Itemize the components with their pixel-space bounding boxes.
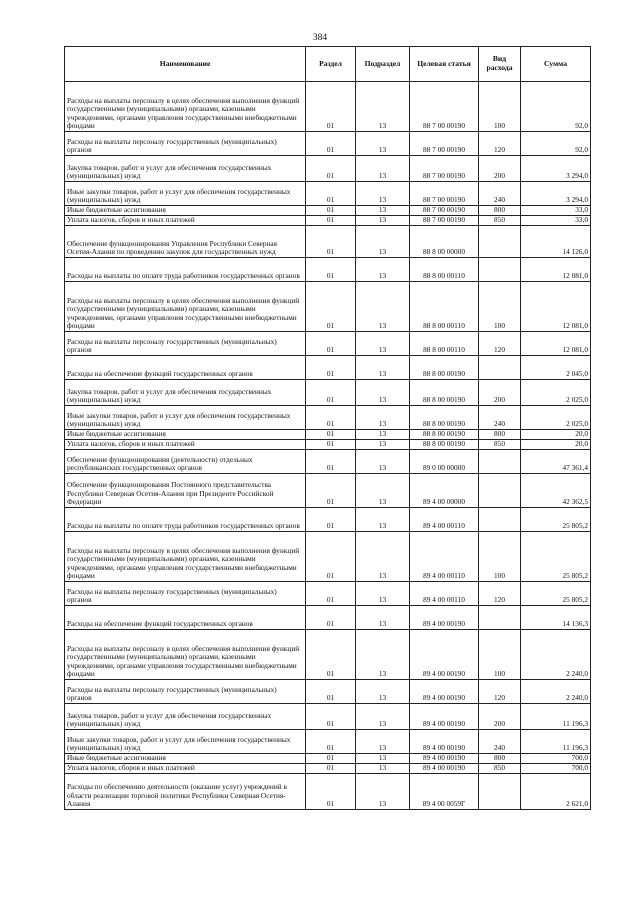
row-target: 88 8 00 00190 — [410, 440, 479, 450]
row-subsection: 13 — [356, 730, 410, 754]
row-subsection: 13 — [356, 216, 410, 226]
row-section: 01 — [306, 704, 356, 730]
table-row — [65, 730, 591, 754]
row-target: 88 8 00 00190 — [410, 430, 479, 440]
row-expense-type: 240 — [479, 182, 521, 206]
row-target: 89 4 00 00190 — [410, 764, 479, 774]
table-row — [65, 332, 591, 356]
row-section: 01 — [306, 450, 356, 474]
row-amount: 12 081,0 — [521, 332, 591, 356]
row-subsection: 13 — [356, 450, 410, 474]
row-target: 89 4 00 00110 — [410, 532, 479, 582]
row-amount: 11 196,3 — [521, 730, 591, 754]
table-row — [65, 440, 591, 450]
row-subsection: 13 — [356, 258, 410, 282]
row-name: Уплата налогов, сборов и иных платежей — [65, 764, 306, 774]
row-subsection: 13 — [356, 774, 410, 810]
row-target: 89 4 00 00190 — [410, 680, 479, 704]
row-target: 88 7 00 00190 — [410, 132, 479, 156]
row-amount: 25 805,2 — [521, 532, 591, 582]
row-expense-type: 240 — [479, 730, 521, 754]
row-expense-type: 800 — [479, 430, 521, 440]
row-target: 89 4 00 00110 — [410, 508, 479, 532]
row-amount: 700,0 — [521, 764, 591, 774]
row-subsection: 13 — [356, 704, 410, 730]
table-row — [65, 764, 591, 774]
row-name: Закупка товаров, работ и услуг для обеспечения государственных (муниципальных) нужд — [65, 156, 306, 182]
row-expense-type: 240 — [479, 406, 521, 430]
row-target: 88 8 00 00190 — [410, 356, 479, 380]
row-target: 88 8 00 00000 — [410, 226, 479, 258]
row-expense-type — [479, 450, 521, 474]
table-row — [65, 206, 591, 216]
table-row — [65, 282, 591, 332]
row-target: 89 4 00 00110 — [410, 582, 479, 606]
row-amount: 20,0 — [521, 430, 591, 440]
row-expense-type: 100 — [479, 532, 521, 582]
row-subsection: 13 — [356, 680, 410, 704]
row-amount: 33,0 — [521, 206, 591, 216]
row-section: 01 — [306, 182, 356, 206]
row-amount: 33,0 — [521, 216, 591, 226]
row-subsection: 13 — [356, 182, 410, 206]
row-target: 89 4 00 00190 — [410, 606, 479, 630]
table-row — [65, 258, 591, 282]
row-section: 01 — [306, 680, 356, 704]
header-expense-type: Вид расхода — [479, 47, 521, 82]
row-expense-type: 120 — [479, 680, 521, 704]
row-section: 01 — [306, 216, 356, 226]
row-expense-type: 100 — [479, 630, 521, 680]
row-section: 01 — [306, 132, 356, 156]
row-section: 01 — [306, 730, 356, 754]
table-header-row — [65, 47, 591, 82]
header-subsection: Подраздел — [356, 47, 410, 82]
table-row — [65, 630, 591, 680]
row-amount: 2 621,0 — [521, 774, 591, 810]
row-subsection: 13 — [356, 606, 410, 630]
row-amount: 3 294,0 — [521, 156, 591, 182]
row-name: Расходы на выплаты персоналу в целях обеспечения выполнения функций государственными (муниципальными) органами, казенными учреждениями, органами управления государственными внебюджетными фондами — [65, 82, 306, 132]
row-section: 01 — [306, 508, 356, 532]
row-amount: 47 361,4 — [521, 450, 591, 474]
row-subsection: 13 — [356, 356, 410, 380]
row-amount: 2 045,0 — [521, 356, 591, 380]
row-name: Расходы на выплаты по оплате труда работников государственных органов — [65, 508, 306, 532]
row-name: Расходы на выплаты персоналу государственных (муниципальных) органов — [65, 582, 306, 606]
row-section: 01 — [306, 82, 356, 132]
row-subsection: 13 — [356, 332, 410, 356]
table-row — [65, 216, 591, 226]
table-row — [65, 508, 591, 532]
row-expense-type: 850 — [479, 216, 521, 226]
row-name: Иные бюджетные ассигнования — [65, 754, 306, 764]
row-section: 01 — [306, 630, 356, 680]
row-expense-type: 850 — [479, 764, 521, 774]
table-row — [65, 356, 591, 380]
header-section: Раздел — [306, 47, 356, 82]
table-row — [65, 474, 591, 508]
row-name: Иные бюджетные ассигнования — [65, 206, 306, 216]
row-target: 88 7 00 00190 — [410, 182, 479, 206]
row-target: 89 4 00 0059Г — [410, 774, 479, 810]
row-section: 01 — [306, 156, 356, 182]
row-amount: 2 025,0 — [521, 380, 591, 406]
row-amount: 25 805,2 — [521, 508, 591, 532]
table-row — [65, 156, 591, 182]
row-section: 01 — [306, 206, 356, 216]
row-expense-type: 100 — [479, 82, 521, 132]
row-amount: 12 081,0 — [521, 258, 591, 282]
row-name: Обеспечение функционирования Управления Республики Северная Осетия-Алания по проведению закупок для государственных нужд — [65, 226, 306, 258]
table-row — [65, 582, 591, 606]
table-row — [65, 754, 591, 764]
row-target: 88 8 00 00110 — [410, 258, 479, 282]
row-expense-type — [479, 508, 521, 532]
row-target: 88 7 00 00190 — [410, 216, 479, 226]
row-name: Расходы на обеспечение функций государственных органов — [65, 606, 306, 630]
row-amount: 11 196,3 — [521, 704, 591, 730]
row-expense-type: 800 — [479, 754, 521, 764]
row-name: Расходы на выплаты персоналу государственных (муниципальных) органов — [65, 132, 306, 156]
table-row — [65, 380, 591, 406]
row-section: 01 — [306, 406, 356, 430]
row-amount: 3 294,0 — [521, 182, 591, 206]
row-subsection: 13 — [356, 226, 410, 258]
row-section: 01 — [306, 282, 356, 332]
row-section: 01 — [306, 582, 356, 606]
row-amount: 12 081,0 — [521, 282, 591, 332]
row-target: 88 8 00 00110 — [410, 282, 479, 332]
row-name: Иные бюджетные ассигнования — [65, 430, 306, 440]
row-amount: 2 025,0 — [521, 406, 591, 430]
table-row — [65, 532, 591, 582]
row-section: 01 — [306, 226, 356, 258]
table-row — [65, 182, 591, 206]
row-section: 01 — [306, 356, 356, 380]
row-subsection: 13 — [356, 754, 410, 764]
row-section: 01 — [306, 764, 356, 774]
table-row — [65, 430, 591, 440]
row-subsection: 13 — [356, 474, 410, 508]
row-target: 89 4 00 00000 — [410, 474, 479, 508]
row-expense-type: 120 — [479, 582, 521, 606]
row-expense-type — [479, 774, 521, 810]
table-row — [65, 606, 591, 630]
table-row — [65, 704, 591, 730]
row-target: 88 7 00 00190 — [410, 156, 479, 182]
row-section: 01 — [306, 440, 356, 450]
row-amount: 20,0 — [521, 440, 591, 450]
row-expense-type: 200 — [479, 704, 521, 730]
row-name: Расходы на выплаты персоналу в целях обеспечения выполнения функций государственными (муниципальными) органами, казенными учреждениями, органами управления государственными внебюджетными фондами — [65, 532, 306, 582]
table-body — [65, 82, 591, 810]
row-section: 01 — [306, 380, 356, 406]
row-expense-type: 800 — [479, 206, 521, 216]
row-section: 01 — [306, 258, 356, 282]
row-subsection: 13 — [356, 764, 410, 774]
row-target: 88 7 00 00190 — [410, 82, 479, 132]
row-subsection: 13 — [356, 430, 410, 440]
row-subsection: 13 — [356, 508, 410, 532]
row-section: 01 — [306, 532, 356, 582]
row-subsection: 13 — [356, 440, 410, 450]
row-name: Расходы на выплаты персоналу государственных (муниципальных) органов — [65, 332, 306, 356]
row-name: Закупка товаров, работ и услуг для обеспечения государственных (муниципальных) нужд — [65, 380, 306, 406]
row-amount: 2 240,0 — [521, 630, 591, 680]
row-name: Иные закупки товаров, работ и услуг для обеспечения государственных (муниципальных) нужд — [65, 182, 306, 206]
page-number: 384 — [312, 33, 328, 43]
row-name: Уплата налогов, сборов и иных платежей — [65, 440, 306, 450]
row-subsection: 13 — [356, 582, 410, 606]
row-subsection: 13 — [356, 406, 410, 430]
row-target: 88 8 00 00190 — [410, 406, 479, 430]
row-amount: 92,0 — [521, 82, 591, 132]
table-row — [65, 82, 591, 132]
row-amount: 14 126,0 — [521, 226, 591, 258]
row-expense-type — [479, 474, 521, 508]
row-amount: 14 136,3 — [521, 606, 591, 630]
row-name: Расходы по обеспечению деятельности (оказание услуг) учреждений в области реализации торговой политики Республики Северная Осетия-Алания — [65, 774, 306, 810]
table-row — [65, 680, 591, 704]
row-amount: 25 805,2 — [521, 582, 591, 606]
row-expense-type: 120 — [479, 332, 521, 356]
header-name: Наименование — [65, 47, 306, 82]
row-amount: 92,0 — [521, 132, 591, 156]
row-subsection: 13 — [356, 630, 410, 680]
row-subsection: 13 — [356, 206, 410, 216]
row-expense-type: 120 — [479, 132, 521, 156]
row-subsection: 13 — [356, 156, 410, 182]
row-subsection: 13 — [356, 532, 410, 582]
row-name: Расходы на выплаты персоналу государственных (муниципальных) органов — [65, 680, 306, 704]
header-target: Целевая статья — [410, 47, 479, 82]
row-target: 89 0 00 00000 — [410, 450, 479, 474]
row-section: 01 — [306, 774, 356, 810]
row-target: 89 4 00 00190 — [410, 754, 479, 764]
row-amount: 42 362,5 — [521, 474, 591, 508]
row-amount: 2 240,0 — [521, 680, 591, 704]
row-name: Иные закупки товаров, работ и услуг для обеспечения государственных (муниципальных) нужд — [65, 406, 306, 430]
table-row — [65, 226, 591, 258]
row-section: 01 — [306, 606, 356, 630]
row-name: Обеспечение функционирования Постоянного представительства Республики Северная Осетия-Алания при Президенте Российской Федерации — [65, 474, 306, 508]
row-expense-type: 200 — [479, 380, 521, 406]
row-name: Расходы на выплаты по оплате труда работников государственных органов — [65, 258, 306, 282]
row-subsection: 13 — [356, 282, 410, 332]
table-row — [65, 450, 591, 474]
table-row — [65, 774, 591, 810]
row-section: 01 — [306, 754, 356, 764]
row-name: Расходы на обеспечение функций государственных органов — [65, 356, 306, 380]
row-name: Расходы на выплаты персоналу в целях обеспечения выполнения функций государственными (муниципальными) органами, казенными учреждениями, органами управления государственными внебюджетными фондами — [65, 282, 306, 332]
row-name: Расходы на выплаты персоналу в целях обеспечения выполнения функций государственными (муниципальными) органами, казенными учреждениями, органами управления государственными внебюджетными фондами — [65, 630, 306, 680]
budget-table — [64, 46, 591, 810]
row-section: 01 — [306, 430, 356, 440]
row-subsection: 13 — [356, 380, 410, 406]
row-target: 89 4 00 00190 — [410, 730, 479, 754]
row-target: 88 7 00 00190 — [410, 206, 479, 216]
row-section: 01 — [306, 332, 356, 356]
row-expense-type — [479, 226, 521, 258]
row-subsection: 13 — [356, 132, 410, 156]
row-expense-type — [479, 258, 521, 282]
row-name: Закупка товаров, работ и услуг для обеспечения государственных (муниципальных) нужд — [65, 704, 306, 730]
row-target: 89 4 00 00190 — [410, 630, 479, 680]
row-expense-type: 200 — [479, 156, 521, 182]
row-name: Уплата налогов, сборов и иных платежей — [65, 216, 306, 226]
row-amount: 700,0 — [521, 754, 591, 764]
row-target: 88 8 00 00190 — [410, 380, 479, 406]
row-expense-type — [479, 356, 521, 380]
row-target: 89 4 00 00190 — [410, 704, 479, 730]
table-row — [65, 406, 591, 430]
header-amount: Сумма — [521, 47, 591, 82]
row-name: Обеспечение функционирования (деятельности) отдельных республиканских государственных органов — [65, 450, 306, 474]
row-subsection: 13 — [356, 82, 410, 132]
row-expense-type — [479, 606, 521, 630]
row-target: 88 8 00 00110 — [410, 332, 479, 356]
row-expense-type: 100 — [479, 282, 521, 332]
row-section: 01 — [306, 474, 356, 508]
row-name: Иные закупки товаров, работ и услуг для обеспечения государственных (муниципальных) нужд — [65, 730, 306, 754]
table-row — [65, 132, 591, 156]
row-expense-type: 850 — [479, 440, 521, 450]
